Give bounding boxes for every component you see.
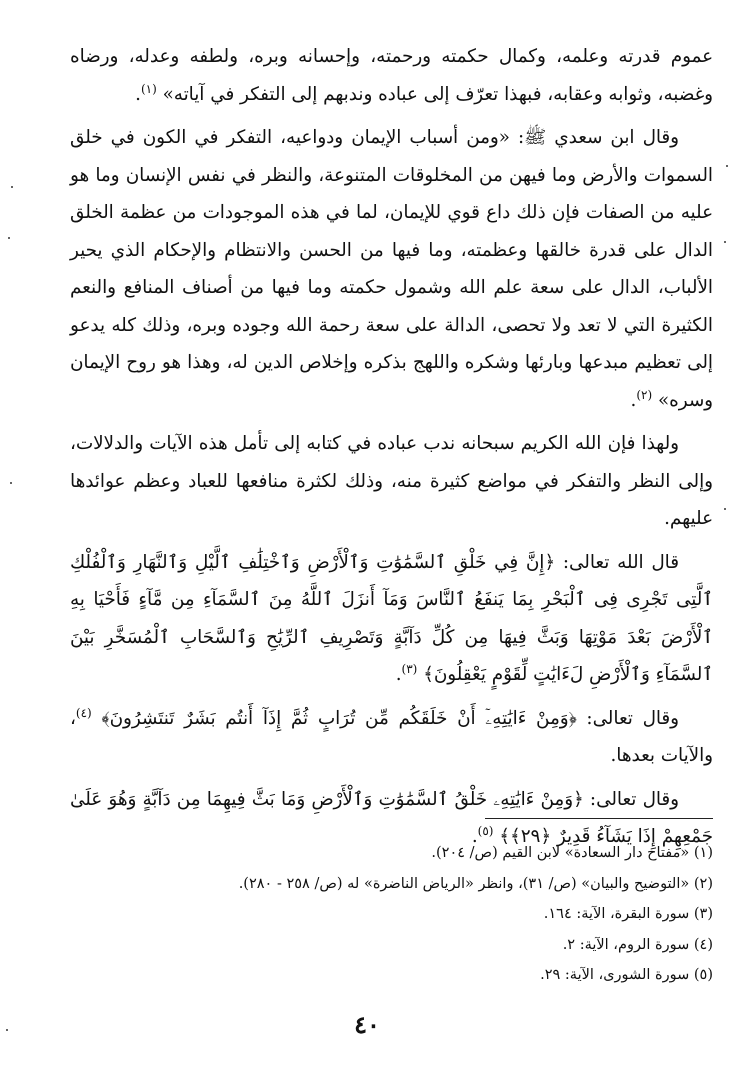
footnotes [70,838,713,991]
footnote-4: (٤) سورة الروم، الآية: ٢. [562,936,713,953]
margin-dot [724,508,726,510]
margin-dot [726,165,728,167]
footnote-5: (٥) سورة الشورى، الآية: ٢٩. [540,967,713,983]
page-number: ٤٠ [354,1010,380,1039]
margin-dot [11,186,13,188]
margin-dot [10,482,12,484]
main-text [70,38,713,862]
paragraph-text: ولهذا فإن الله الكريم سبحانه ندب عباده في كتابه إلى تأمل هذه الآيات والدلالات، وإلى النظر والتفكر في مواضع كثيرة منه، وذلك لكثرة منافعها للعباد وعظم عوائدها عليهم. [70,433,713,529]
margin-dot [6,1029,8,1031]
paragraph-1: عموم قدرته وعلمه، وكمال حكمته ورحمته، وإحسانه وبره، ولطفه وعدله، ورضاه وغضبه، وثوابه وعقابه، فبهذا تعرّف إلى عباده وندبهم إلى التفكر في آياته» $^{(١)}$. [70,46,713,105]
paragraph-2: وقال ابن سعدي ﷺ: «ومن أسباب الإيمان ودواعيه، التفكر في الكون في خلق السموات والأرض وما فيهن من المخلوقات المتنوعة، والنظر في نفس الإنسان وما هو عليه من الصفات فإن ذلك داع قوي للإيمان، لما في هذه الموجودات من عظمة الخلق الدال على قدرة خالقها وعظمته، وما فيها من الحسن والانتظام والإحكام الذي يحير الألباب، الدال على سعة علم الله وشمول حكمته وما فيها من أصناف المنافع والنعم الكثيرة التي لا تعد ولا تحصى، الدالة على سعة رحمة الله وجوده وبره، وذلك كله يدعو إلى تعظيم مبدعها وبارئها وشكره واللهج بذكره وإخلاص الدين له، وهذا هو روح الإيمان وسره» $^{(٢)}$. [70,127,713,411]
quran-verse: قال الله تعالى: ﴿إِنَّ فِي خَلْقِ ٱلسَّمَٰوَٰتِ وَٱلْأَرْضِ وَٱخْتِلَٰفِ ٱلَّيْلِ وَٱلنَّهَارِ وَٱلْفُلْكِ ٱلَّتِى تَجْرِى فِى ٱلْبَحْرِ بِمَا يَنفَعُ ٱلنَّاسَ وَمَآ أَنزَلَ ٱللَّهُ مِنَ ٱلسَّمَآءِ مِن مَّآءٍ فَأَحْيَا بِهِ ٱلْأَرْضَ بَعْدَ مَوْتِهَا وَبَثَّ فِيهَا مِن كُلِّ دَآبَّةٍ وَتَصْرِيفِ ٱلرِّيَٰحِ وَٱلسَّحَابِ ٱلْمُسَخَّرِ بَيْنَ ٱلسَّمَآءِ وَٱلْأَرْضِ لَءَايَٰتٍ لِّقَوْمٍ يَعْقِلُونَ﴾ [70,551,713,685]
footnote-reference: (٤) [75,705,92,720]
paragraph-text: وقال ابن سعدي ﷺ: «ومن أسباب الإيمان ودواعيه، التفكر في الكون في خلق السموات والأرض وما فيهن من المخلوقات المتنوعة، والنظر في نفس الإنسان وما هو عليه من الصفات فإن ذلك داع قوي للإيمان، لما في هذه الموجودات من عظمة الخلق الدال على قدرة خالقها وعظمته، وما فيها من الحسن والانتظام والإحكام الذي يحير الألباب، الدال على سعة علم الله وشمول حكمته وما فيها من أصناف المنافع والنعم الكثيرة التي لا تعد ولا تحصى، الدالة على سعة رحمة الله وجوده وبره، وذلك كله يدعو إلى تعظيم مبدعها وبارئها وشكره واللهج بذكره وإخلاص الدين له، وهذا هو روح الإيمان وسره» [70,127,713,411]
footnote-reference: (٥) [477,823,494,838]
footnote-3: (٣) سورة البقرة، الآية: ١٦٤. [543,906,713,922]
margin-dot [8,237,10,239]
footnote-reference: (٣) [401,661,418,676]
footnote-reference: (٢) [636,387,653,402]
paragraph-tail: ، والآيات بعدها. [70,707,713,766]
footnote-1: (١) «مفتاح دار السعادة» لابن القيم (ص/ ٢٠٤). [431,845,713,861]
footnote-separator [485,818,713,819]
quran-verse: وقال تعالى: ﴿وَمِنْ ءَايَٰتِهِۦ خَلْقُ ٱلسَّمَٰوَٰتِ وَٱلْأَرْضِ وَمَا بَثَّ فِيهِمَا مِن دَآبَّةٍ وَهُوَ عَلَىٰ جَمْعِهِمْ إِذَا يَشَآءُ قَدِيرٌ ﴿٢٩﴾﴾ [70,788,713,847]
paragraph-5 [70,700,713,775]
paragraph-6: وقال تعالى: ﴿وَمِنْ ءَايَٰتِهِۦ خَلْقُ ٱلسَّمَٰوَٰتِ وَٱلْأَرْضِ وَمَا بَثَّ فِيهِمَا مِن دَآبَّةٍ وَهُوَ عَلَىٰ جَمْعِهِمْ إِذَا يَشَآءُ قَدِيرٌ ﴿٢٩﴾﴾ $^{(٥)}$. [70,788,713,847]
footnote-reference: (١) [140,81,157,96]
margin-dot [724,241,726,243]
paragraph-4: قال الله تعالى: ﴿إِنَّ فِي خَلْقِ ٱلسَّمَٰوَٰتِ وَٱلْأَرْضِ وَٱخْتِلَٰفِ ٱلَّيْلِ وَٱلنَّهَارِ وَٱلْفُلْكِ ٱلَّتِى تَجْرِى فِى ٱلْبَحْرِ بِمَا يَنفَعُ ٱلنَّاسَ وَمَآ أَنزَلَ ٱللَّهُ مِنَ ٱلسَّمَآءِ مِن مَّآءٍ فَأَحْيَا بِهِ ٱلْأَرْضَ بَعْدَ مَوْتِهَا وَبَثَّ فِيهَا مِن كُلِّ دَآبَّةٍ وَتَصْرِيفِ ٱلرِّيَٰحِ وَٱلسَّحَابِ ٱلْمُسَخَّرِ بَيْنَ ٱلسَّمَآءِ وَٱلْأَرْضِ لَءَايَٰتٍ لِّقَوْمٍ يَعْقِلُونَ﴾ $^{(٣)}$. [70,551,713,685]
paragraph-3 [70,425,713,538]
footnote-2: (٢) «التوضيح والبيان» (ص/ ٣١)، وانظر «الرياض الناضرة» له (ص/ ٢٥٨ - ٢٨٠). [238,875,713,892]
quran-verse: وقال تعالى: ﴿وَمِنْ ءَايَٰتِهِۦٓ أَنْ خَلَقَكُم مِّن تُرَابٍ ثُمَّ إِذَآ أَنتُم بَشَرٌ تَنتَشِرُونَ﴾ [101,707,680,729]
paragraph-text: عموم قدرته وعلمه، وكمال حكمته ورحمته، وإحسانه وبره، ولطفه وعدله، ورضاه وغضبه، وثوابه وعقابه، فبهذا تعرّف إلى عباده وندبهم إلى التفكر في آياته» [70,46,713,105]
